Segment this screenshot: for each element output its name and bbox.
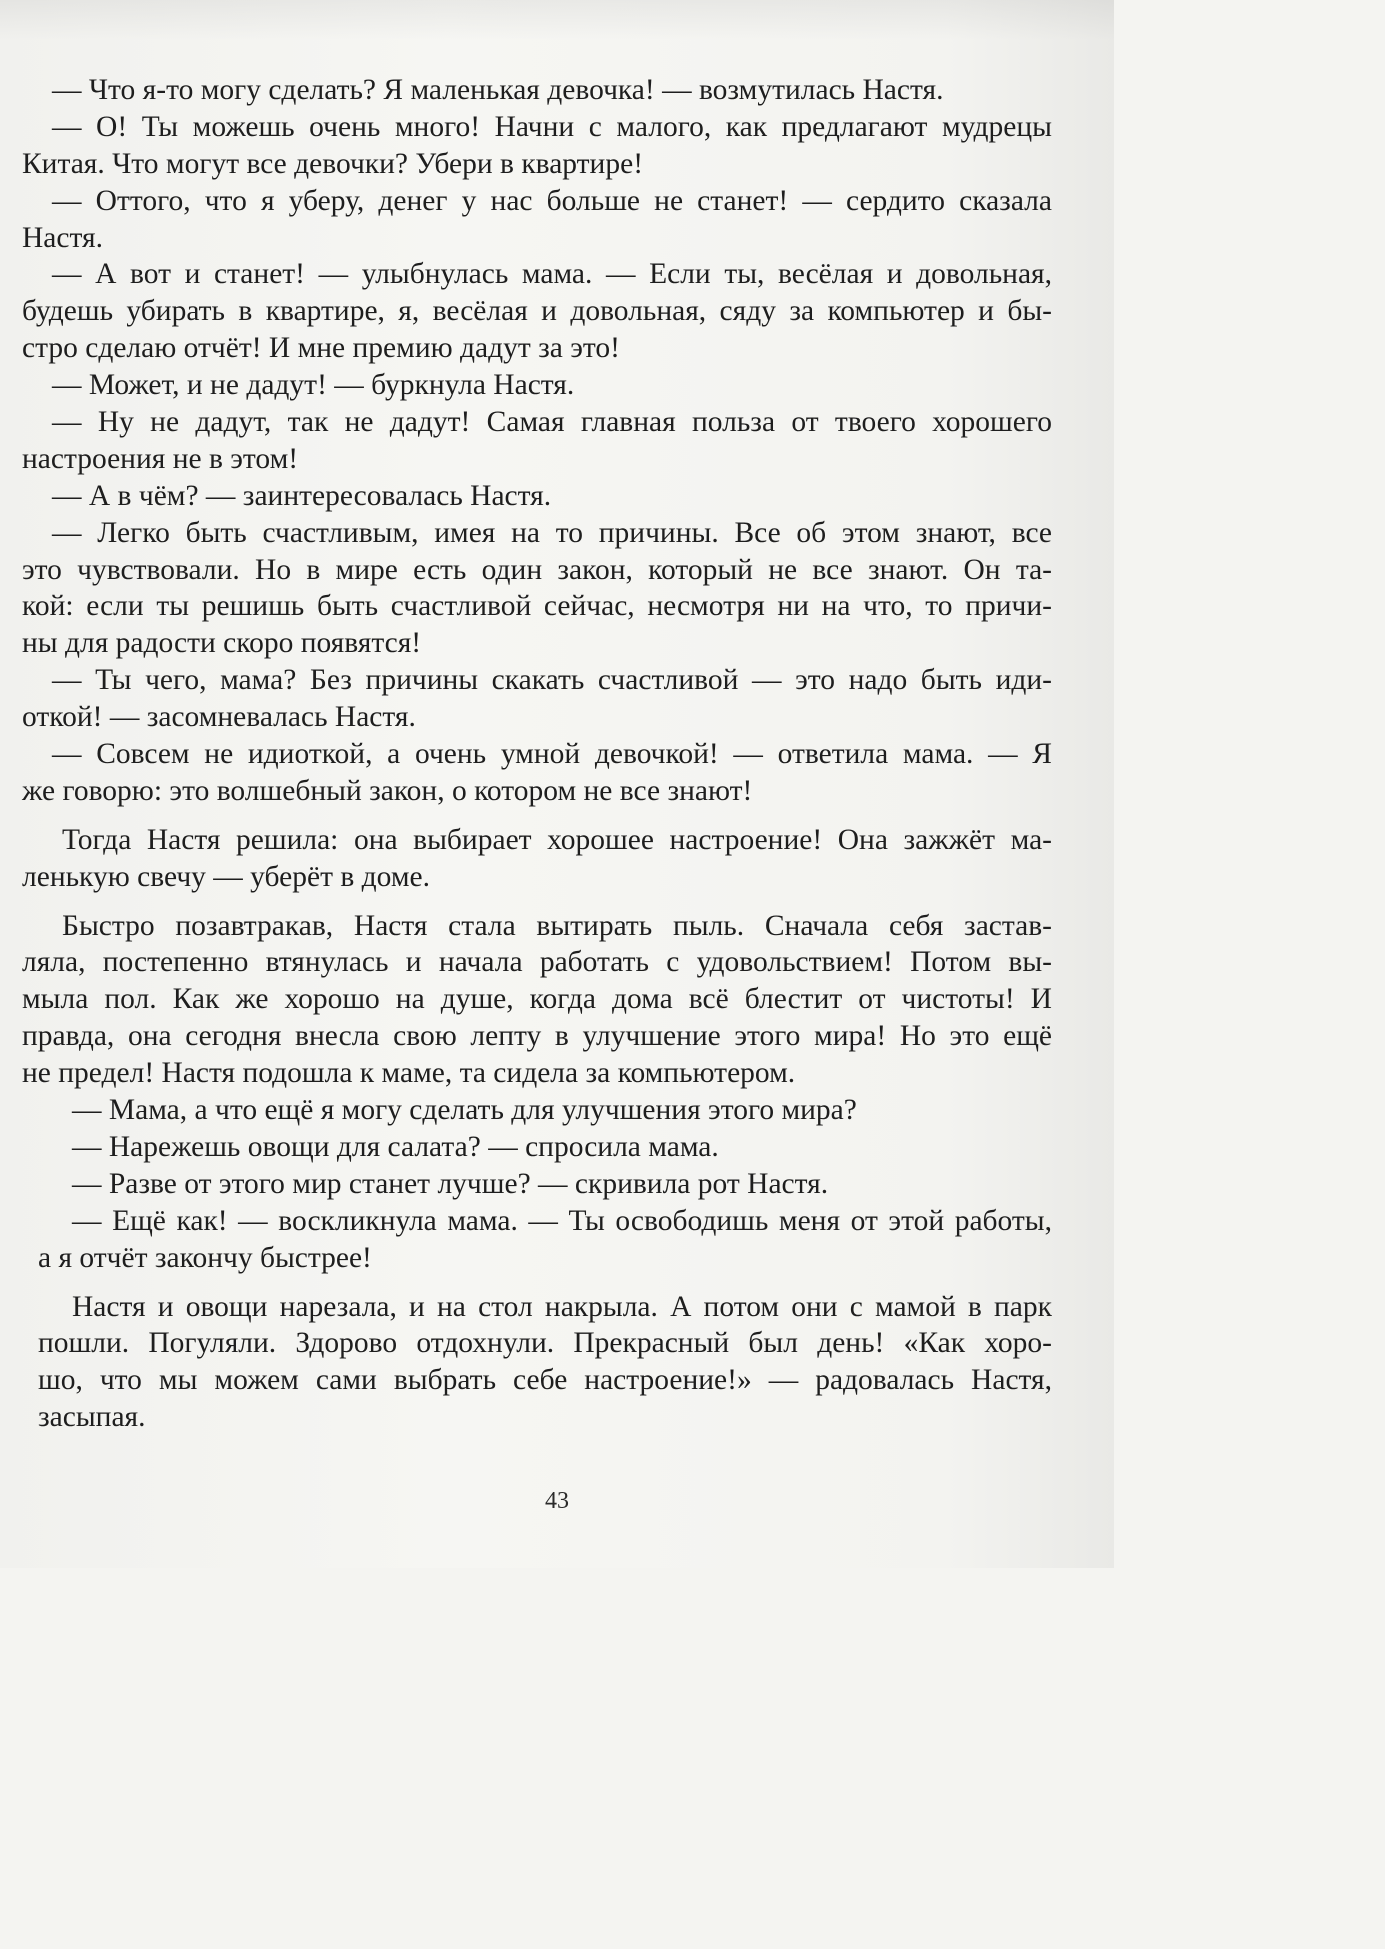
text-line: — Разве от этого мир станет лучше? — скривила рот Настя. bbox=[72, 1167, 829, 1200]
text-line: Настя и овощи нарезала, и на стол накрыла. А потом они с мамой в парк bbox=[72, 1290, 1052, 1323]
text-line: же говорю: это волшебный закон, о котором не все знают! bbox=[22, 774, 753, 807]
text-line: Быстро позавтракав, Настя стала вытирать пыль. Сначала себя застав- bbox=[62, 909, 1052, 942]
text-line: — А вот и станет! — улыбнулась мама. — Если ты, весёлая и довольная, bbox=[52, 258, 1052, 291]
text-line: — Легко быть счастливым, имея на то причины. Все об этом знают, все bbox=[52, 516, 1052, 549]
text-line: кой: если ты решишь быть счастливой сейчас, несмотря ни на что, то причи- bbox=[22, 590, 1052, 623]
text-line: правда, она сегодня внесла свою лепту в улучшение этого мира! Но это ещё bbox=[22, 1020, 1052, 1053]
text-line: — Ты чего, мама? Без причины скакать счастливой — это надо быть иди- bbox=[52, 664, 1052, 697]
text-line: — Мама, а что ещё я могу сделать для улучшения этого мира? bbox=[72, 1094, 857, 1127]
page-number: 43 bbox=[545, 1488, 569, 1514]
text-line: будешь убирать в квартире, я, весёлая и довольная, сяду за компьютер и бы- bbox=[22, 295, 1052, 328]
text-line: шо, что мы можем сами выбрать себе настроение!» — радовалась Настя, bbox=[38, 1364, 1052, 1397]
text-line: стро сделаю отчёт! И мне премию дадут за это! bbox=[22, 332, 621, 365]
text-line: Настя. bbox=[22, 221, 103, 254]
text-line: — А в чём? — заинтересовалась Настя. bbox=[52, 479, 552, 512]
page-top-shadow bbox=[0, 0, 1114, 40]
text-line: — Что я-то могу сделать? Я маленькая девочка! — возмутилась Настя. bbox=[52, 74, 944, 106]
text-line: Китая. Что могут все девочки? Убери в квартире! bbox=[22, 147, 644, 180]
text-line: — Оттого, что я уберу, денег у нас больше не станет! — сердито сказала bbox=[52, 184, 1052, 217]
text-line: засыпая. bbox=[38, 1401, 146, 1434]
text-line: ленькую свечу — уберёт в доме. bbox=[22, 860, 431, 893]
text-line: — Ну не дадут, так не дадут! Самая главная польза от твоего хорошего bbox=[52, 406, 1052, 439]
text-line: — Может, и не дадут! — буркнула Настя. bbox=[52, 369, 575, 402]
text-line: не предел! Настя подошла к маме, та сидела за компьютером. bbox=[22, 1057, 796, 1090]
text-line: — Совсем не идиоткой, а очень умной девочкой! — ответила мама. — Я bbox=[52, 738, 1052, 771]
text-line: пошли. Погуляли. Здорово отдохнули. Прекрасный был день! «Как хоро- bbox=[38, 1327, 1052, 1360]
text-line: а я отчёт закончу быстрее! bbox=[38, 1241, 372, 1274]
text-line: ляла, постепенно втянулась и начала работать с удовольствием! Потом вы- bbox=[22, 946, 1052, 979]
text-line: настроения не в этом! bbox=[22, 442, 299, 475]
text-line: это чувствовали. Но в мире есть один закон, который не все знают. Он та- bbox=[22, 553, 1052, 586]
text-line: — О! Ты можешь очень много! Начни с малого, как предлагают мудрецы bbox=[52, 110, 1052, 143]
text-line: — Нарежешь овощи для салата? — спросила мама. bbox=[72, 1130, 719, 1163]
text-line: мыла пол. Как же хорошо на душе, когда дома всё блестит от чистоты! И bbox=[22, 983, 1052, 1016]
text-line: Тогда Настя решила: она выбирает хорошее настроение! Она зажжёт ма- bbox=[62, 823, 1052, 856]
text-line: ны для радости скоро появятся! bbox=[22, 627, 422, 660]
body-text bbox=[22, 72, 1052, 1436]
text-line: откой! — засомневалась Настя. bbox=[22, 701, 416, 734]
text-line: — Ещё как! — воскликнула мама. — Ты освободишь меня от этой работы, bbox=[72, 1204, 1052, 1237]
